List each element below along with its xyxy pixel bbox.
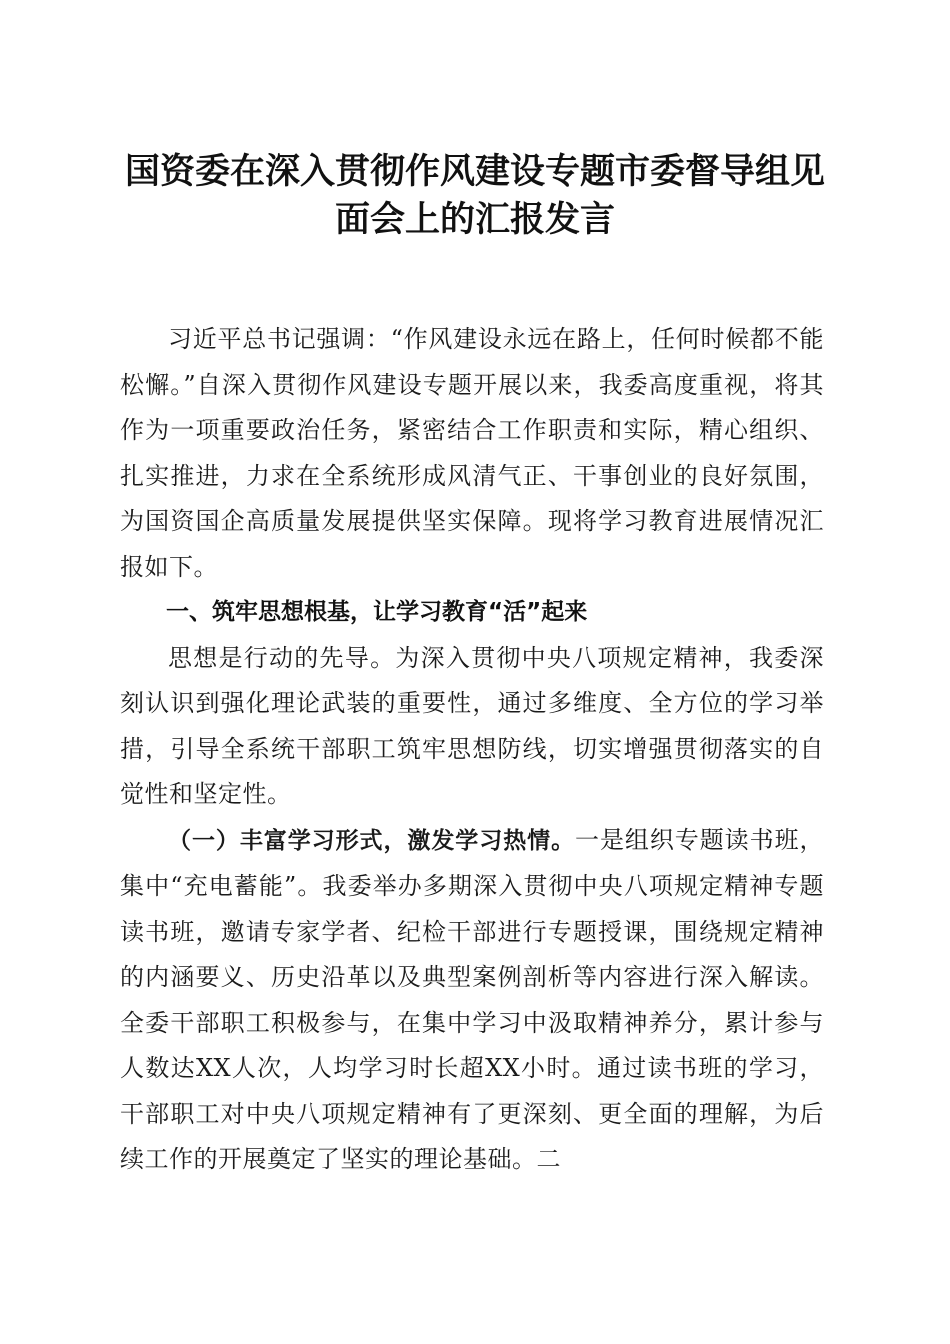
- subsection-1-lead: （一）丰富学习形式，激发学习热情。: [168, 827, 576, 854]
- section-heading-1: 一、筑牢思想根基，让学习教育“活”起来: [166, 599, 588, 625]
- subsection-1-body: 一是组织专题读书班，集中“充电蓄能”。我委举办多期深入贯彻中央八项规定精神专题读书班，邀请专家学者、纪检干部进行专题授课，围绕规定精神的内涵要义、历史沿革以及典型案例剖析等内容进行深入解读。全委干部职工积极参与，在集中学习中汲取精神养分，累计参与人数达XX人次，人均学习时长超XX小时。通过读书班的学习，干部职工对中央八项规定精神有了更深刻、更全面的理解，为后续工作的开展奠定了坚实的理论基础。二: [120, 825, 825, 1173]
- intro-paragraph: 习近平总书记强调：“作风建设永远在路上，任何时候都不能松懈。”自深入贯彻作风建设专题开展以来，我委高度重视，将其作为一项重要政治任务，紧密结合工作职责和实际，精心组织、扎实推进，力求在全系统形成风清气正、干事创业的良好氛围，为国资国企高质量发展提供坚实保障。现将学习教育进展情况汇报如下。: [120, 325, 824, 581]
- subsection-1-paragraph: [120, 818, 824, 1183]
- section-1-paragraph: 思想是行动的先导。为深入贯彻中央八项规定精神，我委深刻认识到强化理论武装的重要性，通过多维度、全方位的学习举措，引导全系统干部职工筑牢思想防线，切实增强贯彻落实的自觉性和坚定性。: [120, 643, 824, 808]
- document-body: [120, 317, 824, 1183]
- document-title: 国资委在深入贯彻作风建设专题市委督导组见面会上的汇报发言: [124, 151, 825, 240]
